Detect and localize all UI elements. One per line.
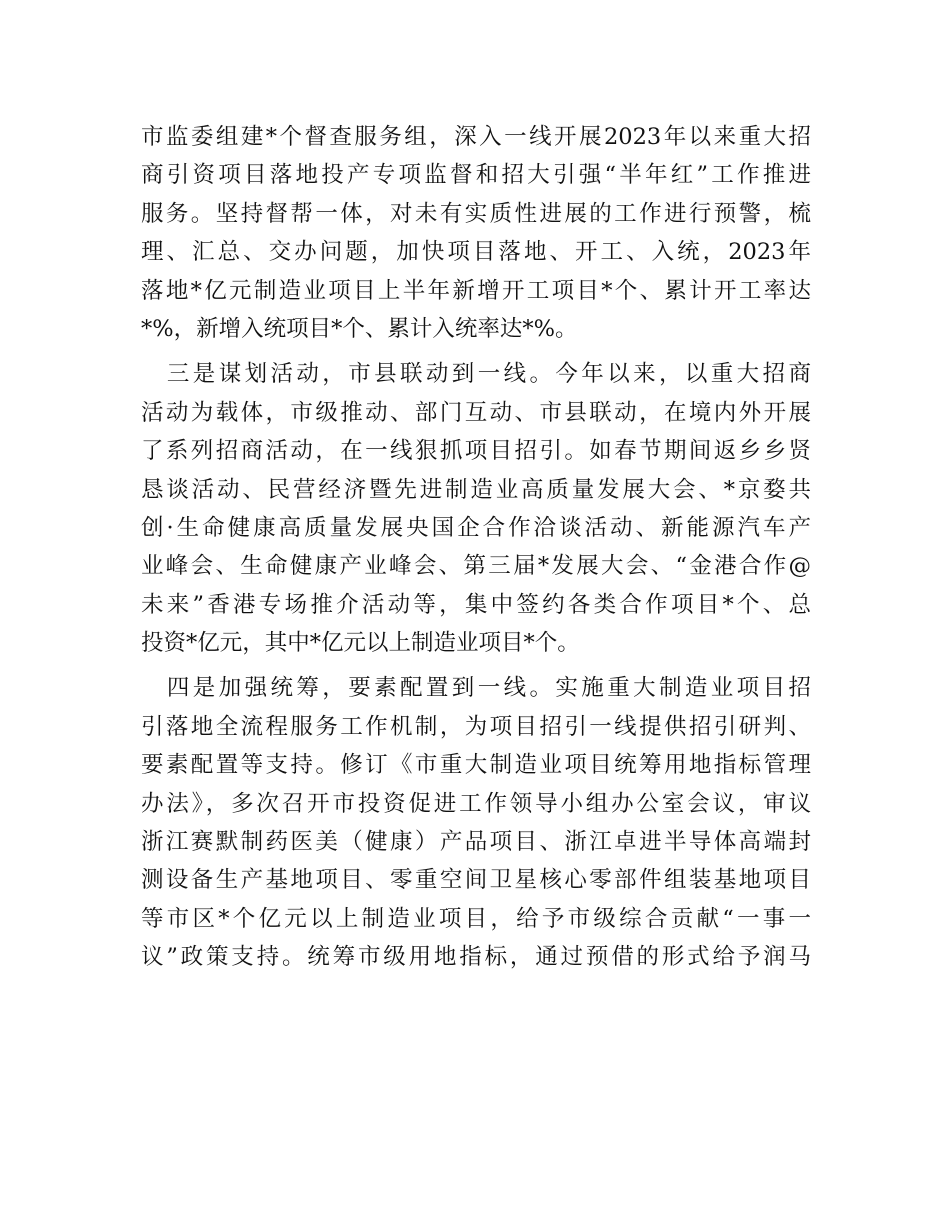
- text-line: 了系列招商活动，在一线狠抓项目招引。如春节期间返乡乡贤: [141, 438, 811, 465]
- text-line: 等市区*个亿元以上制造业项目，给予市级综合贡献“一事一: [141, 905, 811, 932]
- text-line: 四是加强统筹，要素配置到一线。实施重大制造业项目招: [141, 675, 811, 702]
- text-line: 议”政策支持。统筹市级用地指标，通过预借的形式给予润马: [141, 944, 811, 971]
- text-line: 业峰会、生命健康产业峰会、第三届*发展大会、“金港合作@: [141, 553, 811, 580]
- text-line: 投资*亿元，其中*亿元以上制造业项目*个。: [141, 630, 580, 657]
- text-line: 要素配置等支持。修订《市重大制造业项目统筹用地指标管理: [141, 752, 811, 779]
- text-line: *%，新增入统项目*个、累计入统率达*%。: [141, 315, 578, 342]
- text-line: 活动为载体，市级推动、部门互动、市县联动，在境内外开展: [141, 399, 811, 426]
- text-line: 三是谋划活动，市县联动到一线。今年以来，以重大招商: [141, 361, 811, 388]
- text-line: 恳谈活动、民营经济暨先进制造业高质量发展大会、*京婺共: [141, 476, 811, 503]
- text-line: 服务。坚持督帮一体，对未有实质性进展的工作进行预警，梳: [141, 200, 811, 227]
- text-line: 商引资项目落地投产专项监督和招大引强“半年红”工作推进: [141, 162, 811, 189]
- text-line: 测设备生产基地项目、零重空间卫星核心零部件组装基地项目: [141, 867, 811, 894]
- text-line: 落地*亿元制造业项目上半年新增开工项目*个、累计开工率达: [141, 277, 811, 304]
- paragraph-supervision: [141, 118, 811, 348]
- text-line: 引落地全流程服务工作机制，为项目招引一线提供招引研判、: [141, 713, 811, 740]
- document-body: [141, 118, 811, 984]
- text-line: 市监委组建*个督查服务组，深入一线开展2023年以来重大招: [141, 124, 811, 150]
- text-line: 创·生命健康高质量发展央国企合作洽谈活动、新能源汽车产: [141, 514, 811, 541]
- text-line: 未来”香港专场推介活动等，集中签约各类合作项目*个、总: [141, 591, 811, 618]
- paragraph-coordination: [141, 669, 811, 976]
- text-line: 浙江赛默制药医美（健康）产品项目、浙江卓进半导体高端封: [141, 829, 811, 856]
- text-line: 办法》，多次召开市投资促进工作领导小组办公室会议，审议: [141, 790, 811, 817]
- text-line: 理、汇总、交办问题，加快项目落地、开工、入统，2023年: [141, 239, 811, 266]
- paragraph-activities: [141, 355, 811, 662]
